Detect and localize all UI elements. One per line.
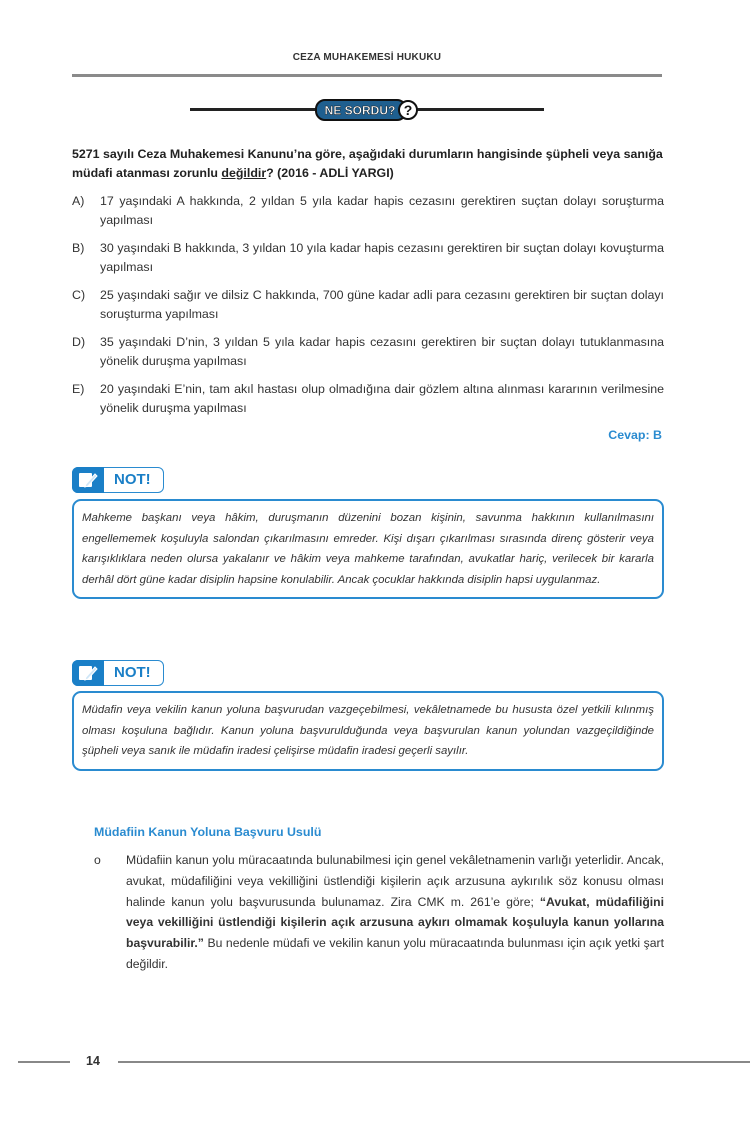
section-bullet	[94, 850, 664, 975]
badge-line-left	[190, 108, 320, 111]
footer-rule-left	[18, 1061, 70, 1063]
option-c	[72, 286, 664, 324]
badge-text: NE SORDU?	[324, 103, 396, 118]
option-text: 25 yaşındaki sağır ve dilsiz C hakkında, 700 güne kadar adli para cezasını gerektiren bir suçtan dolayı soruşturma yapılması	[100, 288, 664, 321]
note-tab	[72, 467, 164, 493]
option-e	[72, 380, 664, 418]
question-text-before: 5271 sayılı Ceza Muhakemesi Kanunu’na göre, aşağıdaki durumların hangisinde şüpheli veya sanığa müdafi atanması zorunlu	[72, 147, 663, 180]
note-box: Müdafin veya vekilin kanun yoluna başvurudan vazgeçebilmesi, vekâletnamede bu hususta özel yetkili kılınmış olması koşuluna bağlıdır. Kanun yoluna başvurulduğunda veya başvurulan kanun yolundan vazgeçildiğinde şüpheli veya sanık ile müdafin iradesi çelişirse müdafin iradesi geçerli sayılır.	[72, 691, 664, 771]
option-letter: D)	[72, 335, 86, 349]
question-text-after: ? (2016 - ADLİ YARGI)	[266, 166, 394, 180]
bullet-mark: o	[94, 853, 101, 867]
question-stem	[72, 145, 664, 183]
note-box: Mahkeme başkanı veya hâkim, duruşmanın düzenini bozan kişinin, savunma hakkının kullanılmasını engellememek koşuluyla salondan çıkarılmasını emreder. Kişi dışarı çıkarılması sırasında direnç gösterir veya karışıklıklara neden olursa yakalanır ve hâkim veya mahkeme tarafından, avukatlar hariç, verilecek bir kararla derhâl dört güne kadar disiplin hapsine konulabilir. Ancak çocuklar hakkında disiplin hapsi uygulanmaz.	[72, 499, 664, 599]
running-header: CEZA MUHAKEMESİ HUKUKU	[292, 52, 442, 63]
option-a	[72, 192, 664, 230]
option-letter: E)	[72, 382, 85, 396]
bullet-text-after: Bu nedenle müdafi ve vekilin kanun yolu müracaatında bulunması için açık yetki şart değildir.	[126, 936, 664, 971]
option-text: 30 yaşındaki B hakkında, 3 yıldan 10 yıla kadar hapis cezasını gerektiren bir suçtan dolayı kovuşturma yapılması	[100, 241, 664, 274]
option-text: 20 yaşındaki E’nin, tam akıl hastası olup olmadığına dair gözlem altına alınması kararının verilmesine yönelik duruşma yapılması	[100, 382, 664, 415]
ne-sordu-badge-icon	[314, 96, 418, 124]
option-letter: B)	[72, 241, 85, 255]
pencil-note-icon	[72, 467, 104, 493]
answer-options	[72, 192, 664, 427]
note-label: NOT!	[114, 664, 151, 681]
option-letter: C)	[72, 288, 86, 302]
answer-key: Cevap: B	[608, 428, 662, 442]
option-text: 17 yaşındaki A hakkında, 2 yıldan 5 yıla kadar hapis cezasını gerektiren suçtan dolayı soruşturma yapılması	[100, 194, 664, 227]
page-number: 14	[86, 1054, 100, 1068]
badge-line-right	[412, 108, 544, 111]
option-b	[72, 239, 664, 277]
svg-text:?: ?	[403, 102, 413, 118]
option-d	[72, 333, 664, 371]
bullet-body	[126, 850, 664, 975]
question-underlined-word: değildir	[221, 166, 267, 180]
footer-rule-right	[118, 1061, 750, 1063]
option-letter: A)	[72, 194, 85, 208]
option-text: 35 yaşındaki D’nin, 3 yıldan 5 yıla kadar hapis cezasını gerektiren bir suçtan dolayı tutuklanmasına yönelik duruşma yapılması	[100, 335, 664, 368]
pencil-note-icon	[72, 660, 104, 686]
note-tab	[72, 660, 164, 686]
bullet-text-before: Müdafiin kanun yolu müracaatında bulunabilmesi için genel vekâletnamenin varlığı yeterlidir. Ancak, avukat, müdafiliğini veya vekilliğini üstlendiği kişilerin açık arzusuna aykırılık söz konusu olması halinde kanun yolu başvurusunda bulunamaz. Zira CMK m. 261’e göre;	[126, 853, 664, 909]
note-label: NOT!	[114, 471, 151, 488]
header-divider	[72, 74, 662, 77]
bullet-bold-quote: “Avukat, müdafiliğini veya vekilliğini üstlendiği kişilerin açık arzusuna aykırı olmamak koşuluyla kanun yollarına başvurabilir.”	[126, 894, 664, 951]
section-heading: Müdafiin Kanun Yoluna Başvuru Usulü	[94, 825, 322, 839]
